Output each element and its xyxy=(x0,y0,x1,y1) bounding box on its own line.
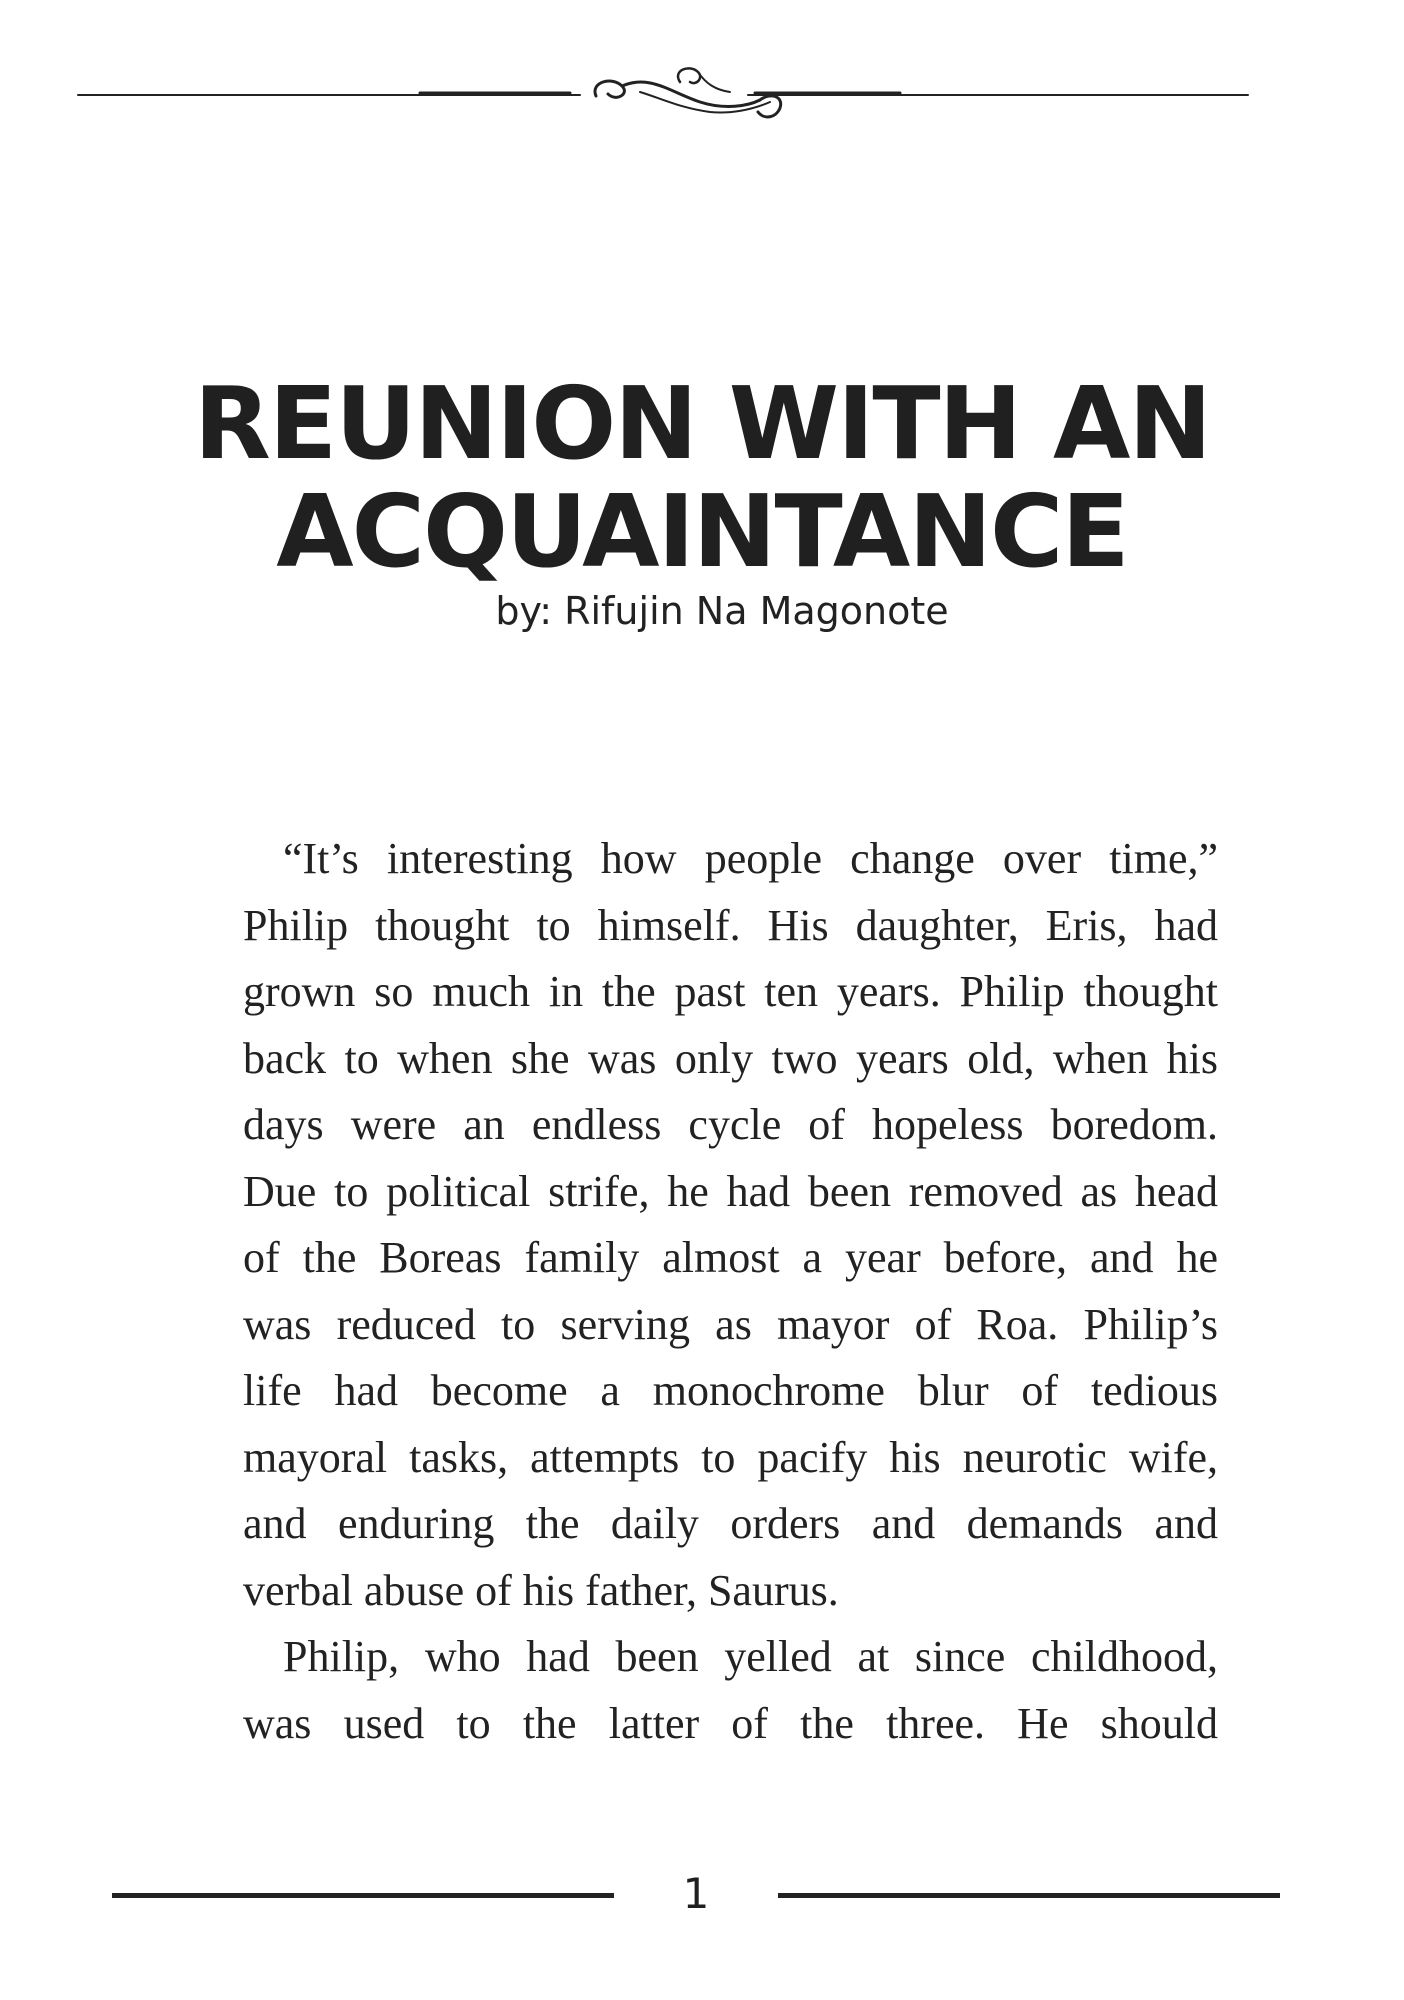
text-line: Philip, who had been yelled at since childhood, xyxy=(283,1632,1218,1681)
text-line: life had become a monochrome blur of tedious xyxy=(243,1366,1218,1415)
header-ornament xyxy=(0,62,1404,132)
page-number: 1 xyxy=(682,1869,710,1918)
body-text xyxy=(243,826,1218,1757)
text-line: mayoral tasks, attempts to pacify his neurotic wife, xyxy=(243,1432,1218,1482)
chapter-title-line: ACQUAINTANCE xyxy=(276,473,1128,590)
text-line: and enduring the daily orders and demands and xyxy=(243,1499,1218,1548)
text-line: “It’s interesting how people change over time,” xyxy=(283,834,1218,883)
text-line: of the Boreas family almost a year before, and he xyxy=(243,1233,1218,1282)
text-line: Due to political strife, he had been removed as head xyxy=(243,1166,1218,1216)
chapter-title-line: REUNION WITH AN xyxy=(193,365,1211,482)
flourish-ornament-icon xyxy=(78,68,1248,117)
paragraph xyxy=(243,826,1218,1624)
text-line: verbal abuse of his father, Saurus. xyxy=(243,1565,839,1615)
footer-rule-left xyxy=(112,1893,614,1898)
chapter-title xyxy=(0,365,1404,590)
text-line: Philip thought to himself. His daughter, Eris, had xyxy=(243,900,1218,950)
text-line: grown so much in the past ten years. Philip thought xyxy=(243,967,1218,1016)
paragraph xyxy=(243,1624,1218,1757)
text-line: was used to the latter of the three. He should xyxy=(243,1698,1218,1748)
page-footer xyxy=(0,1860,1404,1930)
author-byline: by: Rifujin Na Magonote xyxy=(495,589,949,633)
text-line: was reduced to serving as mayor of Roa. Philip’s xyxy=(243,1299,1218,1349)
text-line: days were an endless cycle of hopeless boredom. xyxy=(243,1100,1218,1149)
footer-rule-right xyxy=(778,1893,1280,1898)
text-line: back to when she was only two years old, when his xyxy=(243,1033,1218,1083)
